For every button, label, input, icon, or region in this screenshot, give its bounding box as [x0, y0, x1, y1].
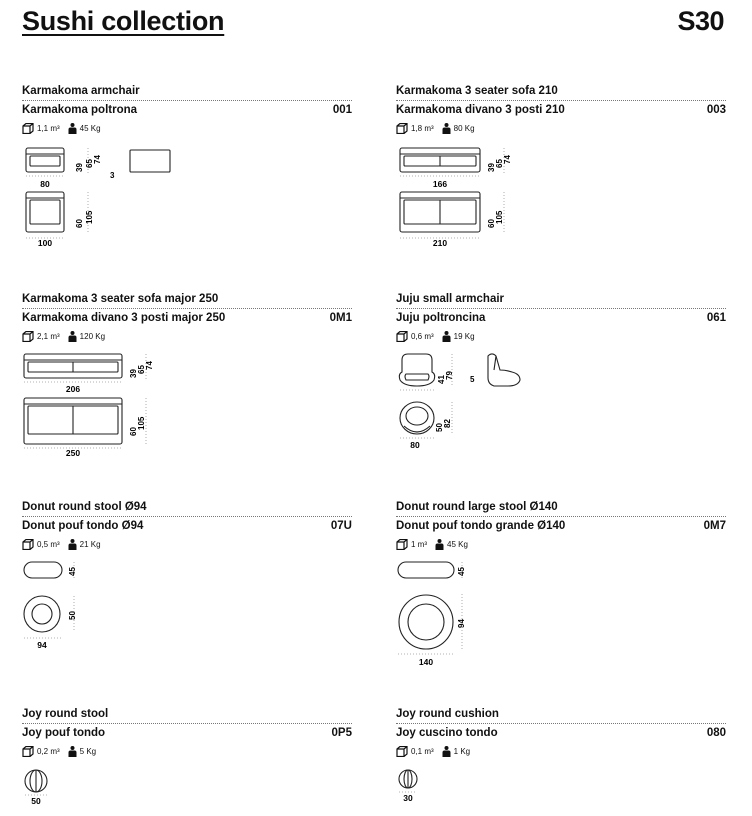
weight-value: 80 Kg [453, 123, 475, 133]
dim-height-seat: 39 [487, 163, 496, 172]
volume-value: 2,1 m³ [37, 331, 60, 341]
weight-person-icon [442, 746, 451, 757]
dim-diameter: 50 [31, 796, 41, 806]
page-title: Sushi collection [22, 6, 225, 36]
dim-height: 45 [68, 567, 77, 576]
product-name-it: Karmakoma divano 3 posti major 250 [22, 312, 226, 324]
dim-seat-depth: 60 [487, 219, 496, 228]
divider [22, 516, 352, 517]
weight-value: 19 Kg [453, 331, 475, 341]
weight-value: 1 Kg [453, 746, 471, 756]
product-name-it: Joy cuscino tondo [396, 727, 498, 739]
dim-width: 206 [65, 384, 81, 394]
technical-drawing [22, 558, 222, 668]
product-karmakoma-armchair [22, 84, 352, 274]
volume-value: 0,1 m³ [411, 746, 434, 756]
product-joy-round-stool [22, 707, 352, 812]
box-volume-icon [22, 123, 34, 134]
product-name-it: Joy pouf tondo [22, 727, 106, 739]
dim-depth: 100 [37, 238, 53, 248]
box-volume-icon [396, 331, 408, 342]
dim-height-total: 74 [503, 155, 512, 164]
technical-drawing [396, 142, 596, 252]
technical-drawing [22, 765, 102, 810]
dim-height: 45 [457, 567, 466, 576]
divider [22, 723, 352, 724]
product-name-it: Donut pouf tondo Ø94 [22, 520, 144, 532]
weight-value: 120 Kg [79, 331, 106, 341]
product-name-en: Joy round cushion [396, 708, 499, 720]
box-volume-icon [22, 746, 34, 757]
dim-depth: 94 [457, 619, 466, 628]
divider [396, 516, 726, 517]
technical-drawing [396, 350, 596, 460]
product-name-en: Joy round stool [22, 708, 109, 720]
dim-side: 5 [470, 375, 475, 384]
product-joy-round-cushion [396, 707, 726, 812]
divider [22, 308, 352, 309]
dim-depth: 250 [65, 448, 81, 458]
dim-seat-depth: 60 [75, 219, 84, 228]
product-karmakoma-sofa-major-250 [22, 292, 352, 482]
weight-person-icon [435, 539, 444, 550]
technical-drawing [396, 765, 476, 810]
dim-width: 166 [432, 179, 448, 189]
dim-diameter: 140 [418, 657, 434, 667]
product-donut-round-stool-94 [22, 500, 352, 690]
dim-diameter: 94 [37, 640, 47, 650]
volume-value: 0,5 m³ [37, 539, 60, 549]
product-name-it: Juju poltroncina [396, 312, 486, 324]
weight-value: 5 Kg [79, 746, 97, 756]
weight-person-icon [442, 331, 451, 342]
product-name-en: Karmakoma armchair [22, 85, 140, 97]
product-code: 003 [706, 104, 726, 116]
dim-depth: 50 [68, 611, 77, 620]
weight-value: 45 Kg [447, 539, 468, 549]
dim-overall-depth: 105 [137, 416, 146, 430]
weight-value: 21 Kg [79, 539, 101, 549]
product-code: 07U [330, 520, 352, 532]
box-volume-icon [396, 746, 408, 757]
dim-height-arm: 65 [495, 159, 504, 168]
dim-height-arm: 65 [85, 159, 94, 168]
volume-value: 0,2 m³ [37, 746, 60, 756]
product-name-it: Karmakoma poltrona [22, 104, 138, 116]
box-volume-icon [22, 539, 34, 550]
dim-overall-depth: 105 [85, 210, 94, 224]
weight-person-icon [68, 123, 77, 134]
product-juju-small-armchair [396, 292, 726, 482]
box-volume-icon [396, 123, 408, 134]
weight-person-icon [68, 539, 77, 550]
weight-value: 45 Kg [79, 123, 101, 133]
dim-overall-depth: 82 [443, 419, 452, 428]
technical-drawing [22, 350, 222, 460]
dim-overall-depth: 105 [495, 210, 504, 224]
dim-depth: 210 [432, 238, 448, 248]
volume-value: 1,1 m³ [37, 123, 60, 133]
product-code: 0M1 [329, 312, 352, 324]
product-code: 001 [332, 104, 352, 116]
box-volume-icon [396, 539, 408, 550]
product-name-en: Juju small armchair [396, 293, 505, 305]
product-name-en: Donut round stool Ø94 [22, 501, 147, 513]
dim-width: 80 [40, 179, 50, 189]
product-karmakoma-sofa-210 [396, 84, 726, 274]
product-name-en: Karmakoma 3 seater sofa major 250 [22, 293, 219, 305]
page-code: S30 [677, 6, 724, 36]
dim-seat-depth: 50 [435, 423, 444, 432]
volume-value: 1 m³ [411, 539, 427, 549]
product-name-it: Karmakoma divano 3 posti 210 [396, 104, 565, 116]
box-volume-icon [22, 331, 34, 342]
weight-person-icon [68, 331, 77, 342]
dim-height-arm: 65 [137, 365, 146, 374]
product-donut-round-large-stool-140 [396, 500, 726, 690]
product-name-it: Donut pouf tondo grande Ø140 [396, 520, 566, 532]
technical-drawing [22, 142, 222, 252]
product-code: 080 [706, 727, 726, 739]
dim-height-seat: 39 [75, 163, 84, 172]
dim-side: 3 [110, 171, 115, 180]
divider [396, 100, 726, 101]
dim-height-seat: 39 [129, 369, 138, 378]
dim-seat-depth: 60 [129, 427, 138, 436]
dim-height-total: 74 [93, 155, 102, 164]
volume-value: 1,8 m³ [411, 123, 434, 133]
dim-seat-height: 41 [437, 375, 446, 384]
product-code: 061 [706, 312, 726, 324]
dim-width: 80 [410, 440, 420, 450]
divider [396, 308, 726, 309]
product-name-en: Donut round large stool Ø140 [396, 501, 558, 513]
product-code: 0P5 [331, 727, 352, 739]
product-name-en: Karmakoma 3 seater sofa 210 [396, 85, 558, 97]
volume-value: 0,6 m³ [411, 331, 434, 341]
technical-drawing [396, 558, 596, 668]
weight-person-icon [442, 123, 451, 134]
weight-person-icon [68, 746, 77, 757]
divider [396, 723, 726, 724]
dim-diameter: 30 [403, 793, 413, 803]
product-code: 0M7 [703, 520, 726, 532]
divider [22, 100, 352, 101]
dim-height-total: 79 [445, 371, 454, 380]
dim-height-total: 74 [145, 361, 154, 370]
